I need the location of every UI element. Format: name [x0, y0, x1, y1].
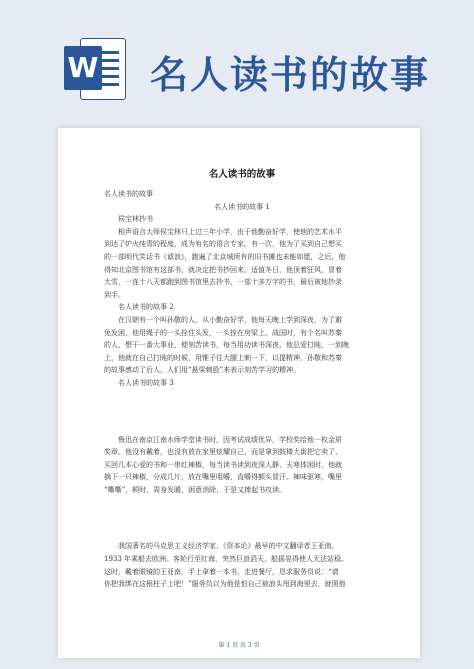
- text-line: 鲁迅在南京江南水师学堂读书时，因考试成绩优异，学校奖给他一枚金质: [118, 435, 342, 444]
- text-line: 得知北京图书馆有这部书，就决定把书抄回来。适值冬日，他顶着狂风，冒着: [104, 265, 342, 274]
- word-icon: [64, 38, 126, 100]
- text-line: 摘下一只辣椒，分成几片，放在嘴里咀嚼，直嚼得额头冒汗。辣味驱寒，嘴里: [104, 473, 342, 482]
- text-line: 的一部明代笑话书《谑浪》，跑遍了北京城所有的旧书摊也未能如愿，之后，他: [104, 252, 346, 261]
- text-line: 奖章。他没有戴着，也没有放在家里炫耀自己，而是拿到鼓楼大街把它卖了，: [104, 448, 342, 457]
- text-line: 免发困，他用绳子的一头拴住头发，一头拴在房梁上。战国时，有个名叫苏秦: [104, 328, 342, 337]
- paragraph-spacer: [104, 512, 380, 524]
- document-body: [104, 188, 380, 591]
- text-line: 1933 年乘船去欧洲。客轮行至红海，突然巨浪滔天，船摇晃得使人无法站稳。: [104, 555, 349, 564]
- document-content: [104, 166, 380, 591]
- banner-title: 名人读书的故事: [150, 53, 431, 97]
- text-line: 的人，想干一番大事业，便刻苦读书，每当用功读书深夜，他总爱打盹，一到晚: [104, 341, 349, 350]
- text-line: 买回几本心爱的书和一串红辣椒，每当读书读到夜深人静、天寒体困时，他就: [104, 460, 342, 469]
- text-line: 上，他就在自己打盹的时候，用锥子往大腿上刺一下，以提精神。孙敬和苏秦: [104, 353, 342, 362]
- page-footer: 第 1 页 共 3 页: [218, 642, 260, 649]
- text-line: 到手。: [104, 290, 125, 299]
- paragraph-spacer: [104, 406, 380, 418]
- text-line: 名人读书的故事: [104, 190, 153, 198]
- text-line: 名人读书的故事 2: [118, 303, 174, 312]
- text-line: 名人读书的故事 3: [118, 378, 174, 387]
- text-line: 这时，戴着眼镜的王亚南，手上拿着一本书，走进餐厅，恳求服务员说：“请: [104, 567, 339, 576]
- word-logo-letter: W: [64, 46, 102, 90]
- text-line: 你把我绑在这根柱子上吧！”服务员以为他是怕自己被浪头甩到海里去，就照他: [104, 580, 346, 589]
- document-page: [58, 128, 420, 658]
- banner: [0, 0, 474, 118]
- text-line: 大雪，一连十八天都跑到图书馆里去抄书，一部十多万字的书，最后被他抄录: [104, 278, 342, 287]
- text-line: 名人读书的故事 1: [214, 202, 270, 211]
- text-line: 的故事感动了后人，人们用“悬梁刺股”来表示刻苦学习的精神。: [104, 366, 301, 375]
- text-line: 相声语言大师侯宝林只上过三年小学，由于他勤奋好学，使他的艺术水平: [118, 227, 342, 236]
- text-line: 我国著名的马克思主义经济学家、《资本论》最早的中文翻译者王亚南，: [118, 542, 339, 551]
- text-line: 在汉朝有一个叫孙敬的人，从小勤奋好学，他每天晚上学到深夜，为了避: [118, 315, 342, 324]
- text-line: 侯宝林抄书: [118, 215, 153, 224]
- text-line: “嘶嘶”，顿时，周身发暖，困意消除，于是又捧起书攻读。: [104, 485, 287, 494]
- text-line: 到达了炉火纯青的程度，成为有名的语言专家。有一次，他为了买到自己想买: [104, 240, 342, 249]
- document-title: 名人读书的故事: [208, 169, 276, 180]
